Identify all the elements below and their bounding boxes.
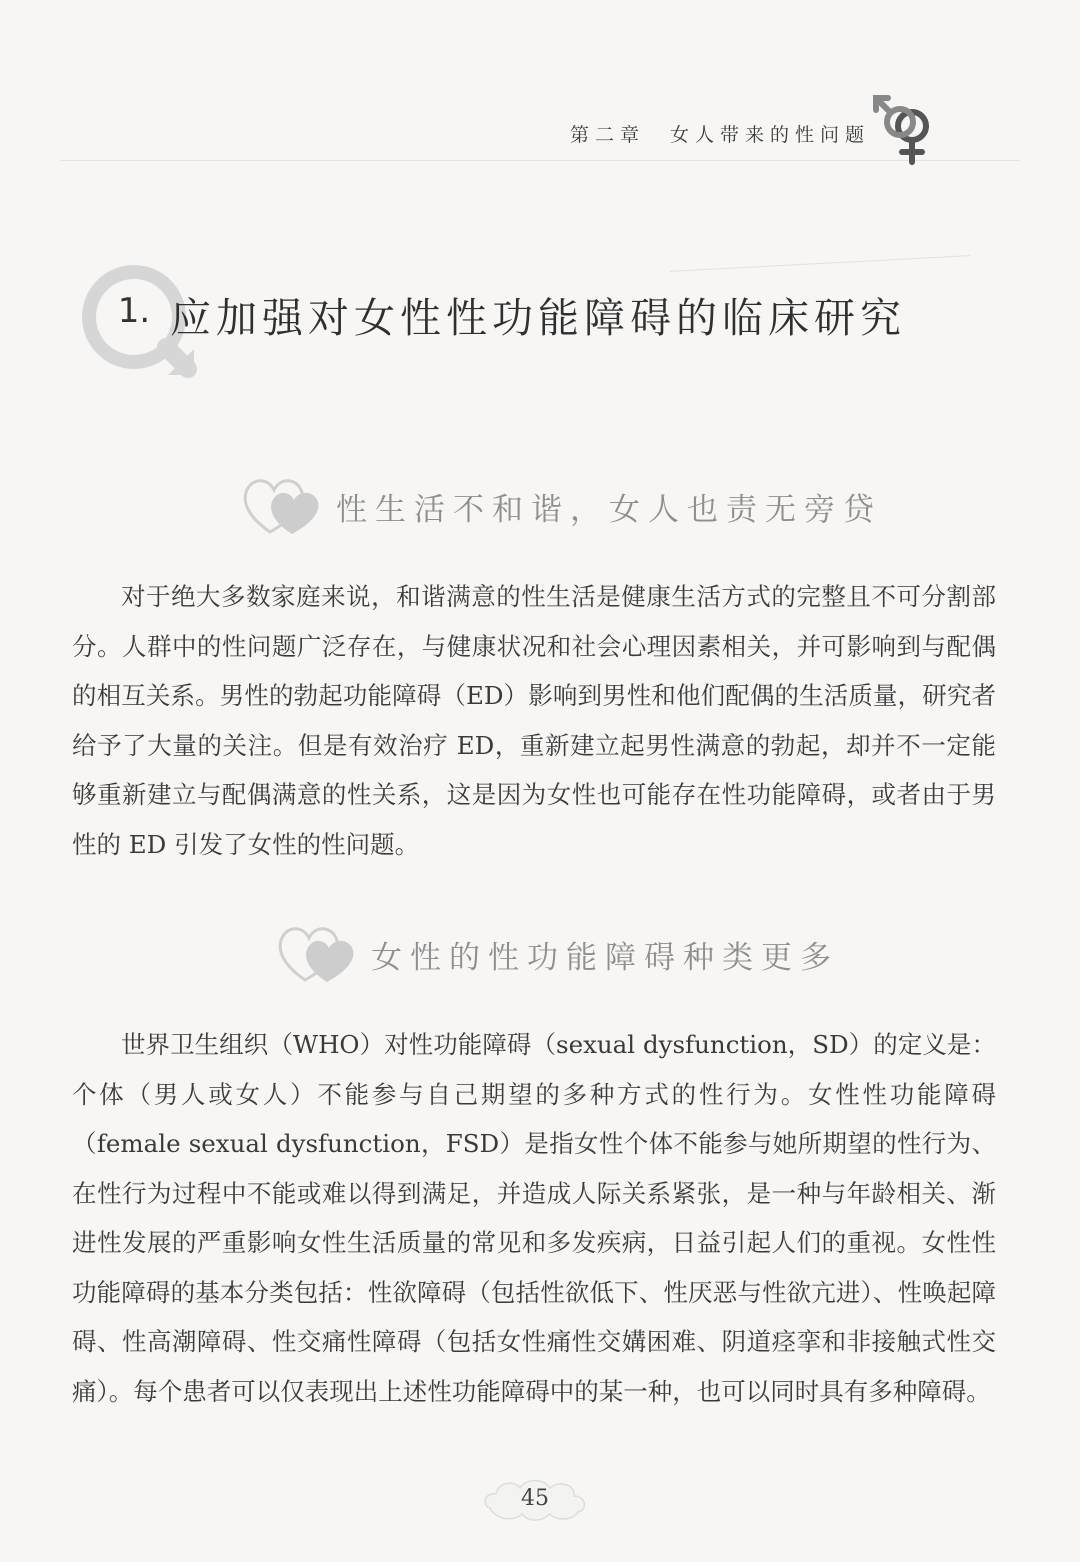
section-title: 应加强对女性性功能障碍的临床研究	[170, 294, 906, 342]
section-heading	[70, 255, 990, 395]
running-header	[60, 100, 1020, 161]
chapter-title: 第二章 女人带来的性问题	[569, 124, 870, 146]
hearts-icon	[240, 470, 330, 540]
subheading-1	[240, 470, 940, 550]
hearts-icon	[275, 918, 365, 988]
heading-rule	[670, 255, 970, 272]
section-number: 1.	[117, 291, 151, 331]
subheading-label: 女性的性功能障碍种类更多	[371, 940, 839, 976]
subheading-2	[275, 918, 975, 998]
page-number-text: 45	[521, 1486, 549, 1511]
gender-symbols-icon	[870, 90, 950, 170]
subheading-label: 性生活不和谐，女人也责无旁贷	[336, 492, 882, 528]
paragraph-1: 对于绝大多数家庭来说，和谐满意的性生活是健康生活方式的完整且不可分割部分。人群中的性问题广泛存在，与健康状况和社会心理因素相关，并可影响到与配偶的相互关系。男性的勃起功能障碍（ED）影响到男性和他们配偶的生活质量，研究者给予了大量的关注。但是有效治疗 ED，重新建立起男性满意的勃起，却并不一定能够重新建立与配偶满意的性关系，这是因为女性也可能存在性功能障碍，或者由于男性的 ED 引发了女性的性问题。	[72, 582, 996, 859]
paragraph-2: 世界卫生组织（WHO）对性功能障碍（sexual dysfunction，SD）的定义是：个体（男人或女人）不能参与自己期望的多种方式的性行为。女性性功能障碍（female sexual dysfunction，FSD）是指女性个体不能参与她所期望的性行为、在性行为过程中不能或难以得到满足，并造成人际关系紧张，是一种与年龄相关、渐进性发展的严重影响女性生活质量的常见和多发疾病，日益引起人们的重视。女性性功能障碍的基本分类包括：性欲障碍（包括性欲低下、性厌恶与性欲亢进）、性唤起障碍、性高潮障碍、性交痛性障碍（包括女性痛性交媾困难、阴道痉挛和非接触式性交痛）。每个患者可以仅表现出上述性功能障碍中的某一种，也可以同时具有多种障碍。	[72, 1030, 996, 1406]
page-number	[480, 1476, 590, 1526]
